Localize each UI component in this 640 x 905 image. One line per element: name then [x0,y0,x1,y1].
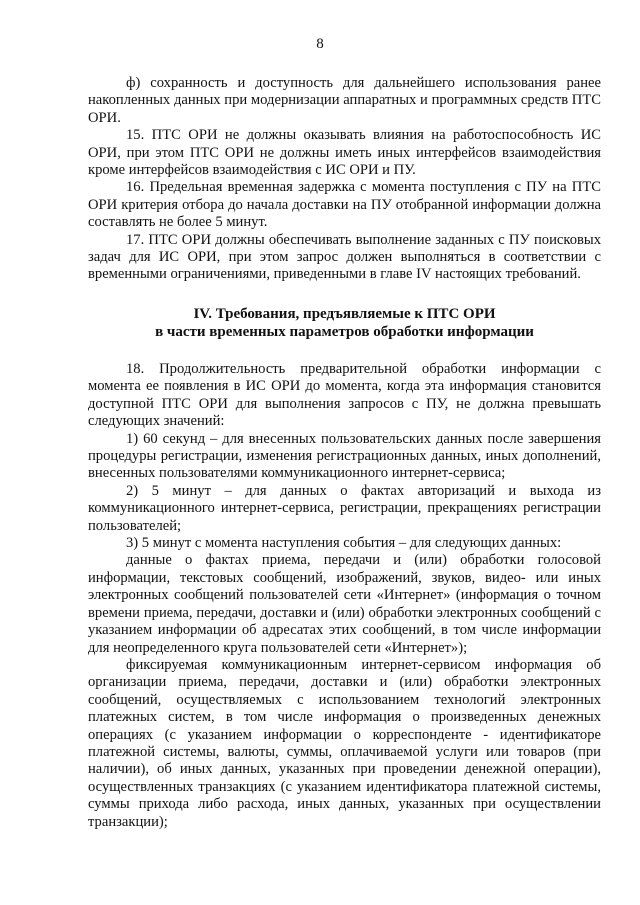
paragraph-17: 17. ПТС ОРИ должны обеспечивать выполнение заданных с ПУ поисковых задач для ИС ОРИ, при этом запрос должен выполняться в соответствии с временными ограничениями, приведенными в главе IV настоящих требований. [88,231,601,283]
section-heading-line2: в части временных параметров обработки информации [155,324,534,340]
section-heading-line1: IV. Требования, предъявляемые к ПТС ОРИ [193,306,496,322]
paragraph-15: 15. ПТС ОРИ не должны оказывать влияния на работоспособность ИС ОРИ, при этом ПТС ОРИ не должны иметь иных интерфейсов взаимодействия кроме интерфейсов взаимодействия с ИС ОРИ и ПУ. [88,127,601,179]
paragraphs-top [88,75,601,284]
paragraph-data-payments: фиксируемая коммуникационным интернет-сервисом информация об организации приема, передачи, доставки и (или) обработки электронных сообщений, осуществляемых с использованием технологий электронных платежных систем, в том числе информация о произведенных денежных операциях (с указанием информации о корреспонденте - идентификаторе платежной системы, валюты, суммы, оплачиваемой услуги или товаров (при наличии), об иных данных, указанных при проведении денежной операции), осуществленных транзакциях (с указанием идентификатора платежной системы, суммы прихода либо расхода, иных данных, указанных при осуществлении транзакции); [88,656,601,830]
paragraph-data-messages: данные о фактах приема, передачи и (или) обработки голосовой информации, текстовых сообщений, изображений, звуков, видео- или иных электронных сообщений пользователей сети «Интернет» (информация о точном времени приема, передачи, доставки и (или) обработки электронных сообщений с указанием информации об адресатах этих сообщений, в том числе информации для неопределенного круга пользователей сети «Интернет»); [88,552,601,656]
paragraph-item-f: ф) сохранность и доступность для дальнейшего использования ранее накопленных данных при модернизации аппаратных и программных средств ПТС ОРИ. [88,75,601,126]
paragraph-18-item-1: 1) 60 секунд – для внесенных пользовательских данных после завершения процедуры регистрации, изменения регистрационных данных, иных дополнений, внесенных пользователями коммуникационного интернет-сервиса; [88,430,601,482]
paragraph-18-item-2: 2) 5 минут – для данных о фактах авторизаций и выхода из коммуникационного интернет-сервиса, регистрации, прекращениях регистрации пользователей; [88,482,601,534]
section-heading [88,305,601,341]
page-number: 8 [316,36,324,52]
paragraphs-bottom [88,361,601,831]
paragraph-16: 16. Предельная временная задержка с момента поступления с ПУ на ПТС ОРИ критерия отбора до начала доставки на ПУ отобранной информации должна составлять не более 5 минут. [88,179,601,231]
paragraph-18-item-3: 3) 5 минут с момента наступления события – для следующих данных: [126,535,562,552]
paragraph-18: 18. Продолжительность предварительной обработки информации с момента ее появления в ИС ОРИ до момента, когда эта информация становится доступной ПТС ОРИ для выполнения запросов с ПУ, не должна превышать следующих значений: [88,361,601,430]
